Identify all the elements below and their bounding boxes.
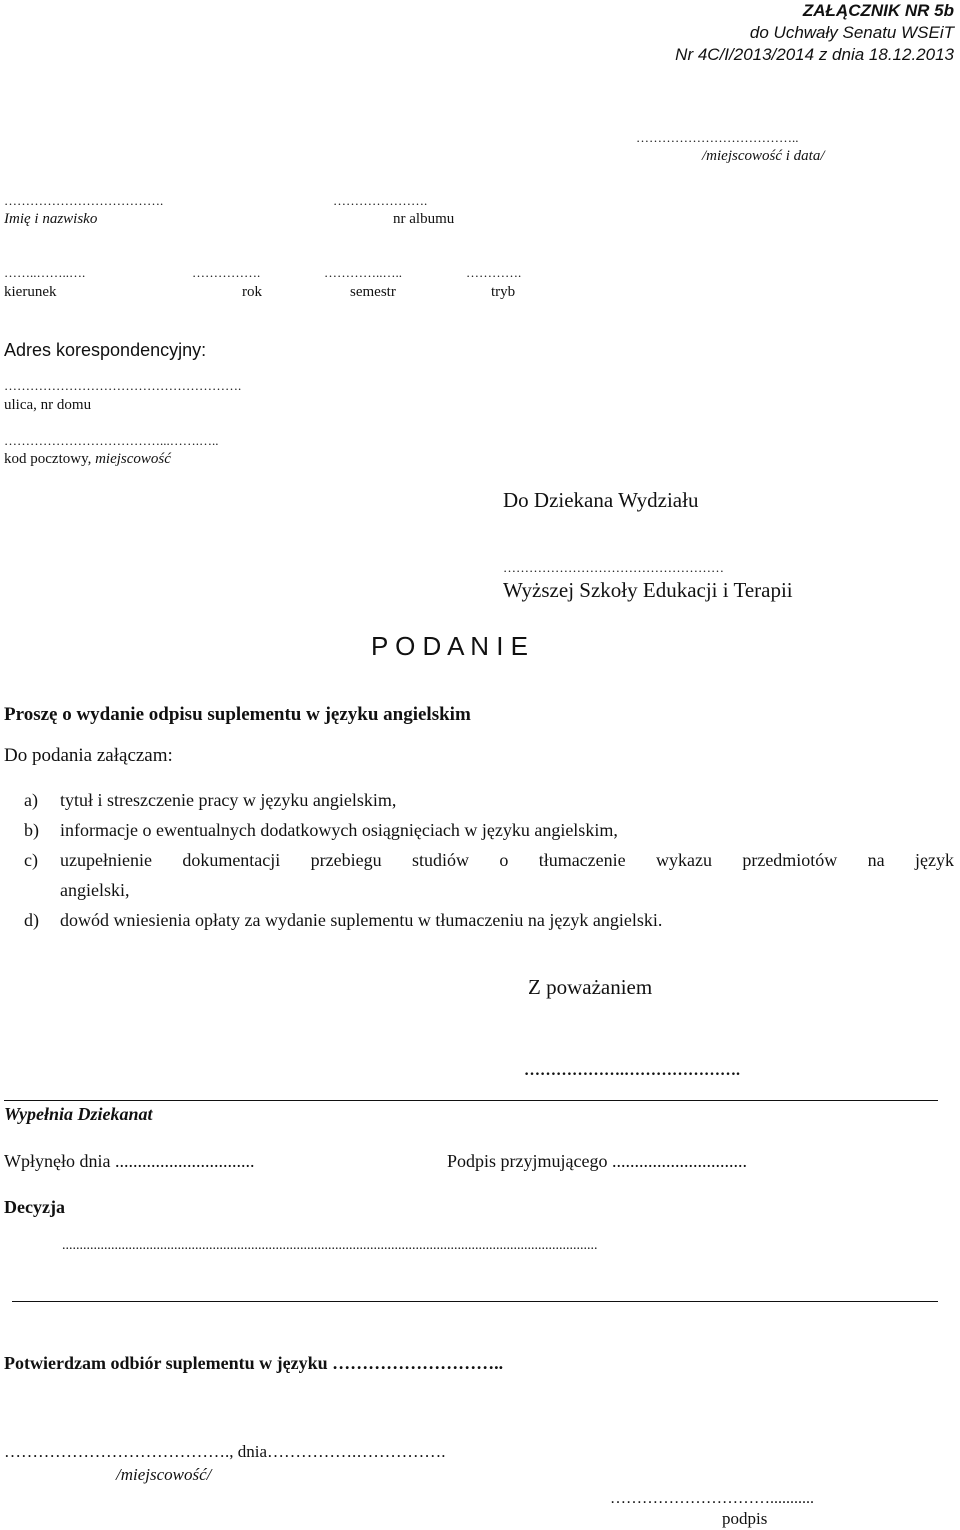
album-field[interactable]: ………………….	[333, 193, 428, 208]
list-marker: b)	[24, 820, 39, 840]
street-label: ulica, nr domu	[4, 397, 92, 413]
attachments-intro: Do podania załączam:	[4, 745, 173, 766]
language-field[interactable]: ………………………..	[332, 1353, 504, 1373]
name-label: Imię i nazwisko	[4, 211, 98, 227]
attachment-text: dowód wniesienia opłaty za wydanie suplementu w tłumaczeniu na język angielski.	[60, 910, 663, 930]
semester-field[interactable]: …………..…..	[324, 265, 402, 280]
semester-label: semestr	[350, 284, 396, 300]
field-of-study-field[interactable]: ……..……..….	[4, 265, 86, 280]
attachments-list	[24, 785, 954, 935]
resolution-number: Nr 4C/I/2013/2014 z dnia 18.12.2013	[675, 45, 954, 64]
confirmation-signature-label: podpis	[722, 1509, 768, 1528]
address-heading: Adres korespondencyjny:	[4, 340, 207, 360]
name-field[interactable]: ……………………………….	[4, 193, 164, 208]
attachment-number: ZAŁĄCZNIK NR 5b	[802, 1, 954, 20]
city-label	[4, 451, 171, 468]
attachment-header	[675, 0, 954, 66]
recipient-line-1: Do Dziekana Wydziału	[503, 488, 699, 512]
attachment-item-d	[24, 905, 954, 935]
closing-text: Z poważaniem	[528, 975, 653, 999]
mode-label: tryb	[491, 284, 516, 300]
album-label: nr albumu	[393, 211, 455, 227]
divider	[4, 1100, 938, 1101]
request-text: Proszę o wydanie odpisu suplementu w języku angielskim	[4, 704, 471, 725]
mode-field[interactable]: ………….	[466, 265, 522, 280]
list-marker: c)	[24, 850, 38, 870]
decision-field[interactable]: .........................................................................................................................................................	[62, 1238, 598, 1253]
confirmation-place-label: /miejscowość/	[116, 1465, 212, 1484]
list-marker: a)	[24, 790, 38, 810]
faculty-field[interactable]: ……………………………………………	[503, 560, 724, 575]
list-marker: d)	[24, 910, 39, 930]
attachment-item-a	[24, 785, 954, 815]
document-title: P O D A N I E	[371, 631, 529, 661]
attachment-item-c	[24, 845, 954, 905]
divider	[12, 1301, 938, 1302]
confirmation-line	[4, 1353, 503, 1374]
signature-field[interactable]: ……………….………………….	[524, 1062, 740, 1079]
field-of-study-label: kierunek	[4, 284, 57, 300]
confirmation-place-date-field[interactable]: …………………………………., dnia…………….…………….	[4, 1442, 446, 1461]
city-label-italic: miejscowość	[95, 451, 171, 467]
confirmation-text: Potwierdzam odbiór suplementu w języku	[4, 1353, 328, 1373]
place-date-field[interactable]: ………………………………..	[636, 130, 799, 145]
place-date-label: /miejscowość i data/	[702, 148, 825, 164]
year-field[interactable]: …………….	[192, 265, 261, 280]
receiver-signature-field[interactable]: Podpis przyjmującego ..............................	[447, 1151, 747, 1171]
attachment-text-continued: angielski,	[60, 880, 130, 900]
recipient-line-2: Wyższej Szkoły Edukacji i Terapii	[503, 578, 793, 602]
resolution-line: do Uchwały Senatu WSEiT	[749, 23, 954, 42]
attachment-text: uzupełnienie dokumentacji przebiegu studiów o tłumaczenie wykazu przedmiotów na język	[60, 850, 954, 870]
confirmation-signature-field[interactable]: …………………………...........	[610, 1490, 814, 1507]
attachment-text: tytuł i streszczenie pracy w języku angielskim,	[60, 790, 397, 810]
street-field[interactable]: ……………………………………………….	[4, 378, 242, 393]
postal-code-label: kod pocztowy,	[4, 451, 96, 467]
year-label: rok	[242, 284, 262, 300]
attachment-item-b	[24, 815, 954, 845]
city-field[interactable]: ………………………………...…….…..	[4, 433, 219, 448]
attachment-text: informacje o ewentualnych dodatkowych osiągnięciach w języku angielskim,	[60, 820, 618, 840]
decision-heading: Decyzja	[4, 1197, 65, 1217]
received-date-field[interactable]: Wpłynęło dnia ...............................	[4, 1151, 255, 1171]
office-heading: Wypełnia Dziekanat	[4, 1104, 153, 1124]
